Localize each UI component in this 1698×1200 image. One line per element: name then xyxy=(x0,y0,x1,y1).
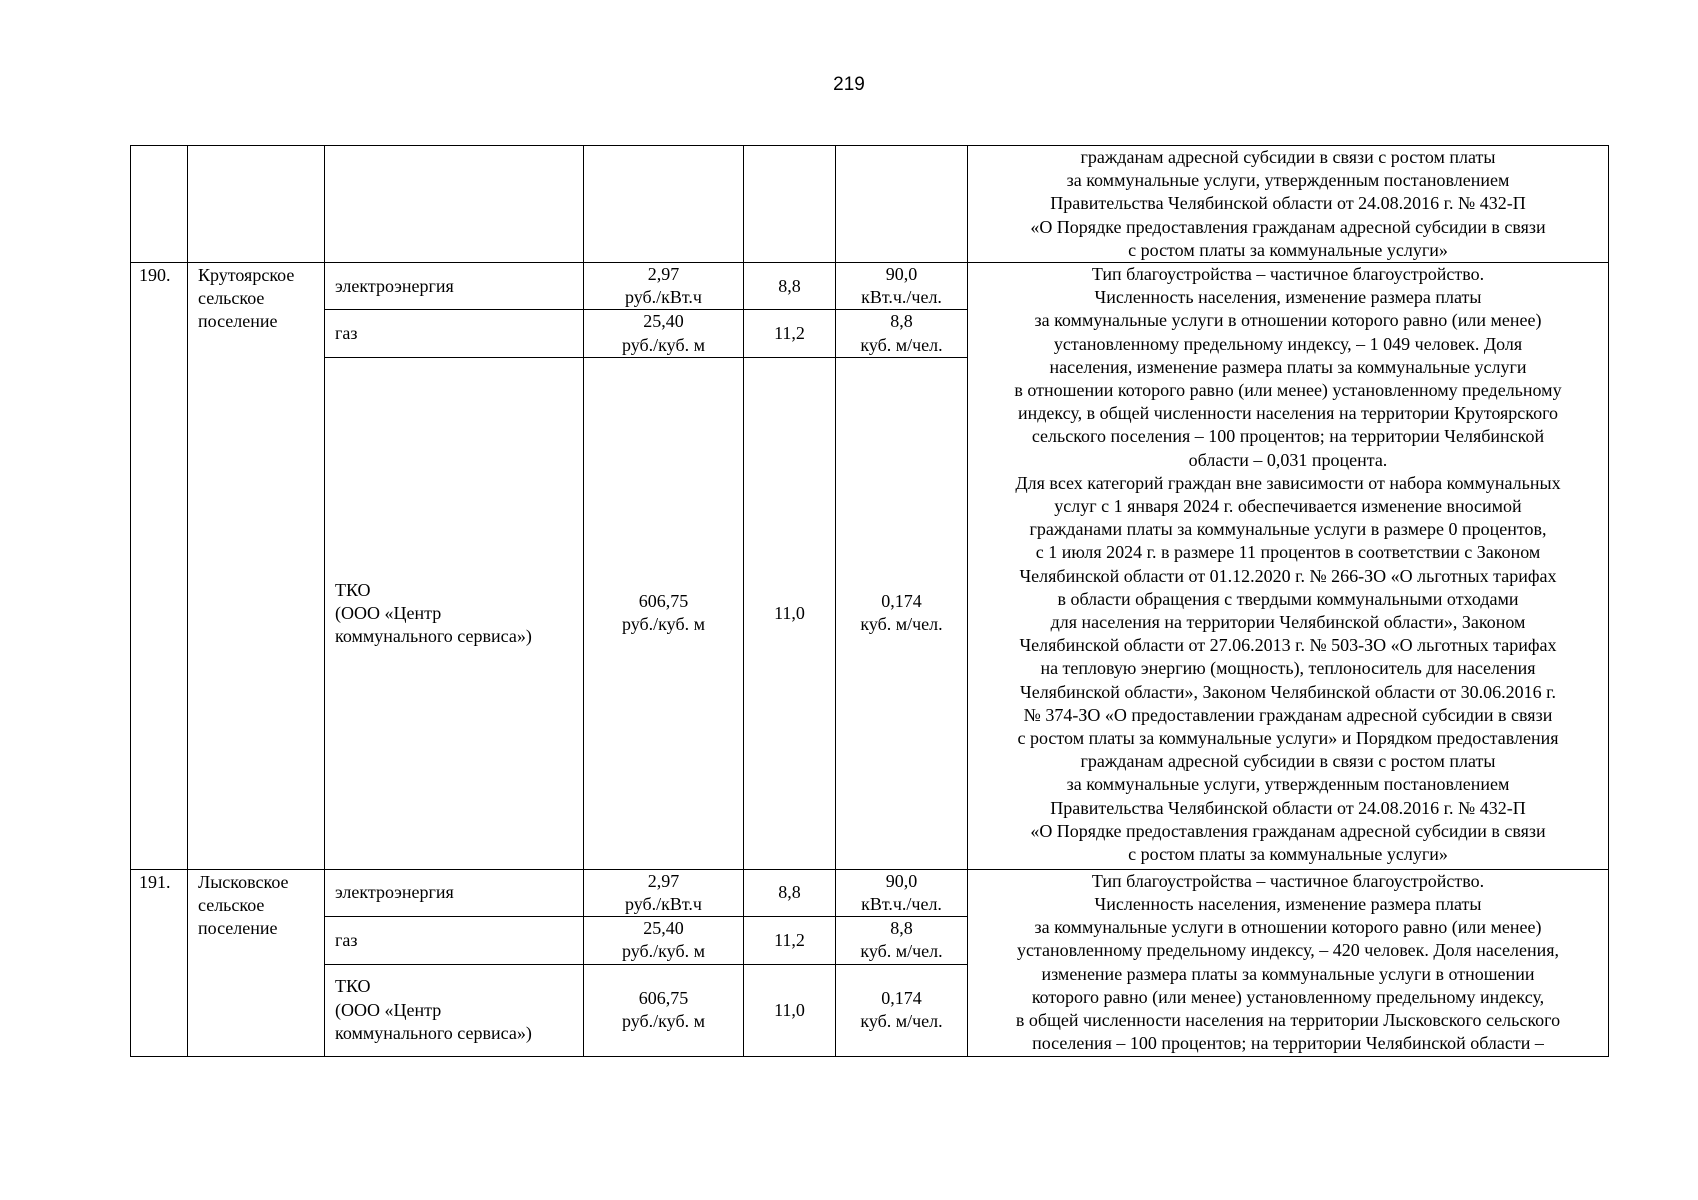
note-line: за коммунальные услуги в отношении которого равно (или менее) xyxy=(1034,310,1542,331)
note-line: индексу, в общей численности населения на территории Крутоярского xyxy=(1017,403,1559,424)
volume-cell: 8,8 куб. м/чел. xyxy=(836,310,968,357)
note-line: «О Порядке предоставления гражданам адресной субсидии в связи xyxy=(1030,820,1546,841)
note-line: «О Порядке предоставления гражданам адресной субсидии в связи xyxy=(1030,216,1546,237)
volume-cell: 90,0 кВт.ч./чел. xyxy=(836,263,968,310)
volume-cell: 8,8 куб. м/чел. xyxy=(836,917,968,964)
tariff-cell: 606,75 руб./куб. м xyxy=(584,964,744,1056)
name-cell xyxy=(188,146,325,263)
note-cell xyxy=(968,869,1609,1056)
note-line: Тип благоустройства – частичное благоустройство. xyxy=(1091,870,1485,891)
note-line: населения, изменение размера платы за коммунальные услуги xyxy=(1049,356,1527,377)
table-row xyxy=(131,263,1609,310)
index-cell: 11,2 xyxy=(744,917,836,964)
note-line: № 374-ЗО «О предоставлении гражданам адресной субсидии в связи xyxy=(1023,704,1553,725)
table-row xyxy=(131,869,1609,916)
service-name: электроэнергия xyxy=(325,263,584,310)
note-line: Челябинской области от 01.12.2020 г. № 266-ЗО «О льготных тарифах xyxy=(1019,565,1557,586)
index-cell: 11,0 xyxy=(744,964,836,1056)
tariff-cell: 606,75 руб./куб. м xyxy=(584,357,744,869)
note-line: гражданами платы за коммунальные услуги в размере 0 процентов, xyxy=(1029,519,1547,540)
row-number: 191. xyxy=(131,869,188,1056)
tariff-cell: 25,40 руб./куб. м xyxy=(584,917,744,964)
note-line: за коммунальные услуги, утвержденным постановлением xyxy=(1066,774,1510,795)
index-cell: 8,8 xyxy=(744,263,836,310)
note-line: с 1 июля 2024 г. в размере 11 процентов в соответствии с Законом xyxy=(1035,542,1541,563)
num-cell xyxy=(131,146,188,263)
note-line: области – 0,031 процента. xyxy=(1188,449,1388,470)
note-line: гражданам адресной субсидии в связи с ростом платы xyxy=(1080,147,1496,167)
index-cell xyxy=(744,146,836,263)
note-line: за коммунальные услуги в отношении которого равно (или менее) xyxy=(1034,917,1542,938)
note-line: с ростом платы за коммунальные услуги» xyxy=(1128,844,1448,865)
note-line: сельского поселения – 100 процентов; на территории Челябинской xyxy=(1031,426,1545,447)
note-line: с ростом платы за коммунальные услуги» и Порядком предоставления xyxy=(1017,728,1559,749)
note-line: на тепловую энергию (мощность), теплоноситель для населения xyxy=(1040,658,1536,679)
continuation-row xyxy=(131,146,1609,263)
note-line: Правительства Челябинской области от 24.08.2016 г. № 432-П xyxy=(1050,797,1526,818)
page-number: 219 xyxy=(833,74,865,95)
service-name: ТКО (ООО «Центр коммунального сервиса») xyxy=(325,357,584,869)
service-name: газ xyxy=(325,310,584,357)
service-name: ТКО (ООО «Центр коммунального сервиса») xyxy=(325,964,584,1056)
tariff-table xyxy=(130,145,1609,1057)
row-number: 190. xyxy=(131,263,188,870)
note-line: в общей численности населения на территории Лысковского сельского xyxy=(1015,1010,1561,1031)
service-cell xyxy=(325,146,584,263)
note-line: с ростом платы за коммунальные услуги» xyxy=(1128,239,1448,260)
note-line: Челябинской области от 27.06.2013 г. № 503-ЗО «О льготных тарифах xyxy=(1019,635,1557,656)
note-line: установленному предельному индексу, – 420 человек. Доля населения, xyxy=(1016,940,1560,961)
note-line: которого равно (или менее) установленному предельному индексу, xyxy=(1031,986,1545,1007)
note-line: гражданам адресной субсидии в связи с ростом платы xyxy=(1080,751,1496,772)
note-cell xyxy=(968,263,1609,870)
settlement-name: Лысковское сельское поселение xyxy=(188,869,325,1056)
index-cell: 11,0 xyxy=(744,357,836,869)
note-line: Для всех категорий граждан вне зависимости от набора коммунальных xyxy=(1015,472,1561,493)
note-line: установленному предельному индексу, – 1 049 человек. Доля xyxy=(1053,333,1523,354)
volume-cell: 0,174 куб. м/чел. xyxy=(836,964,968,1056)
volume-cell xyxy=(836,146,968,263)
volume-cell: 90,0 кВт.ч./чел. xyxy=(836,869,968,916)
index-cell: 11,2 xyxy=(744,310,836,357)
note-line: Численность населения, изменение размера платы xyxy=(1094,894,1482,915)
note-line: Тип благоустройства – частичное благоустройство. xyxy=(1091,264,1485,285)
note-line: за коммунальные услуги, утвержденным постановлением xyxy=(1066,170,1510,191)
note-line: изменение размера платы за коммунальные услуги в отношении xyxy=(1041,963,1535,984)
note-line: для населения на территории Челябинской области», Законом xyxy=(1050,612,1526,633)
table-body xyxy=(131,146,1609,1057)
settlement-name: Крутоярское сельское поселение xyxy=(188,263,325,870)
note-line: Численность населения, изменение размера платы xyxy=(1094,287,1482,308)
note-line: Правительства Челябинской области от 24.08.2016 г. № 432-П xyxy=(1050,193,1526,214)
note-line: Челябинской области», Законом Челябинской области от 30.06.2016 г. xyxy=(1020,681,1556,702)
tariff-cell: 25,40 руб./куб. м xyxy=(584,310,744,357)
note-line: в области обращения с твердыми коммунальными отходами xyxy=(1057,588,1519,609)
service-name: газ xyxy=(325,917,584,964)
note-line: поселения – 100 процентов; на территории Челябинской области – xyxy=(1032,1033,1544,1054)
tariff-cell xyxy=(584,146,744,263)
note-line: услуг с 1 января 2024 г. обеспечивается изменение вносимой xyxy=(1054,496,1522,517)
index-cell: 8,8 xyxy=(744,869,836,916)
note-cell xyxy=(968,146,1609,263)
service-name: электроэнергия xyxy=(325,869,584,916)
tariff-cell: 2,97 руб./кВт.ч xyxy=(584,263,744,310)
note-line: в отношении которого равно (или менее) установленному предельному xyxy=(1014,380,1562,401)
tariff-cell: 2,97 руб./кВт.ч xyxy=(584,869,744,916)
volume-cell: 0,174 куб. м/чел. xyxy=(836,357,968,869)
